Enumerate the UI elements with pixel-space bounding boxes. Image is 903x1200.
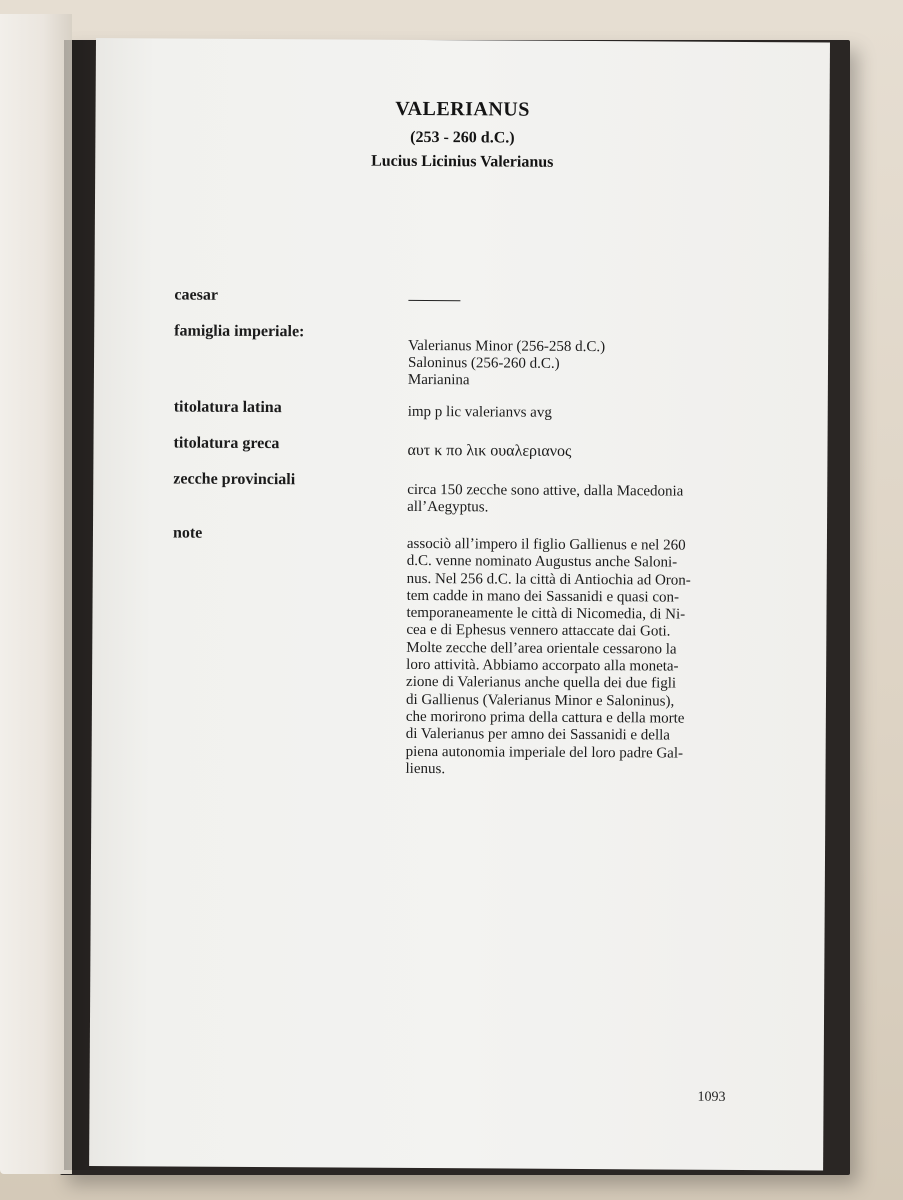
note-line: Molte zecche dell’area orientale cessarono la bbox=[406, 639, 677, 658]
field-titolatura-latina bbox=[173, 398, 774, 421]
field-label: titolatura latina bbox=[173, 398, 282, 417]
field-value bbox=[407, 482, 727, 518]
field-note bbox=[172, 524, 773, 778]
value-line: Saloninus (256-260 d.C.) bbox=[407, 354, 560, 372]
field-value bbox=[405, 536, 724, 780]
note-line: tem cadde in mano dei Sassanidi e quasi con- bbox=[406, 587, 680, 606]
note-line: d.C. venne nominato Augustus anche Saloni- bbox=[406, 553, 678, 571]
field-zecche-provinciali bbox=[173, 470, 773, 516]
full-name: Lucius Licinius Valerianus bbox=[371, 152, 554, 171]
note-line: che morirono prima della cattura e della morte bbox=[405, 708, 685, 727]
value-line: circa 150 zecche sono attive, dalla Macedonia bbox=[407, 481, 684, 500]
note-line: lienus. bbox=[405, 760, 446, 778]
right-page bbox=[89, 38, 830, 1170]
field-label: titolatura greca bbox=[173, 434, 280, 453]
field-label: caesar bbox=[174, 286, 219, 304]
field-value: αυτ κ πο λικ ουαλεριανος bbox=[407, 441, 572, 460]
page-number: 1093 bbox=[697, 1089, 726, 1105]
field-famiglia-imperiale bbox=[174, 322, 774, 389]
empty-dash bbox=[408, 300, 460, 301]
note-line: di Gallienus (Valerianus Minor e Saloninus), bbox=[405, 691, 675, 710]
reign-dates: (253 - 260 d.C.) bbox=[410, 128, 515, 147]
note-line: zione di Valerianus anche quella dei due figli bbox=[406, 674, 677, 692]
note-line: associò all’impero il figlio Gallienus e nel 260 bbox=[406, 535, 686, 554]
field-label: zecche provinciali bbox=[173, 470, 296, 489]
field-label: famiglia imperiale: bbox=[174, 322, 305, 341]
value-line: Valerianus Minor (256-258 d.C.) bbox=[408, 337, 606, 356]
note-line: cea e di Ephesus vennero attaccate dai Goti. bbox=[406, 622, 671, 641]
value-line: Marianina bbox=[407, 371, 470, 389]
field-titolatura-greca bbox=[173, 434, 774, 460]
note-line: di Valerianus per amno dei Sassanidi e della bbox=[405, 726, 671, 744]
page-title: VALERIANUS bbox=[395, 97, 530, 121]
note-line: temporaneamente le città di Nicomedia, di Ni- bbox=[406, 605, 686, 623]
note-line: nus. Nel 256 d.C. la città di Antiochia ad Oron- bbox=[406, 570, 691, 589]
field-value: imp p lic valerianvs avg bbox=[407, 403, 552, 421]
page-header bbox=[95, 96, 829, 173]
field-value bbox=[408, 288, 728, 308]
field-caesar bbox=[174, 286, 774, 304]
field-value bbox=[408, 338, 728, 391]
value-line: all’Aegyptus. bbox=[407, 498, 489, 516]
note-line: piena autonomia imperiale del loro padre Gal- bbox=[405, 743, 684, 762]
field-label: note bbox=[172, 524, 203, 542]
left-page-edge bbox=[0, 14, 72, 1174]
note-line: loro attività. Abbiamo accorpato alla moneta- bbox=[406, 656, 679, 675]
